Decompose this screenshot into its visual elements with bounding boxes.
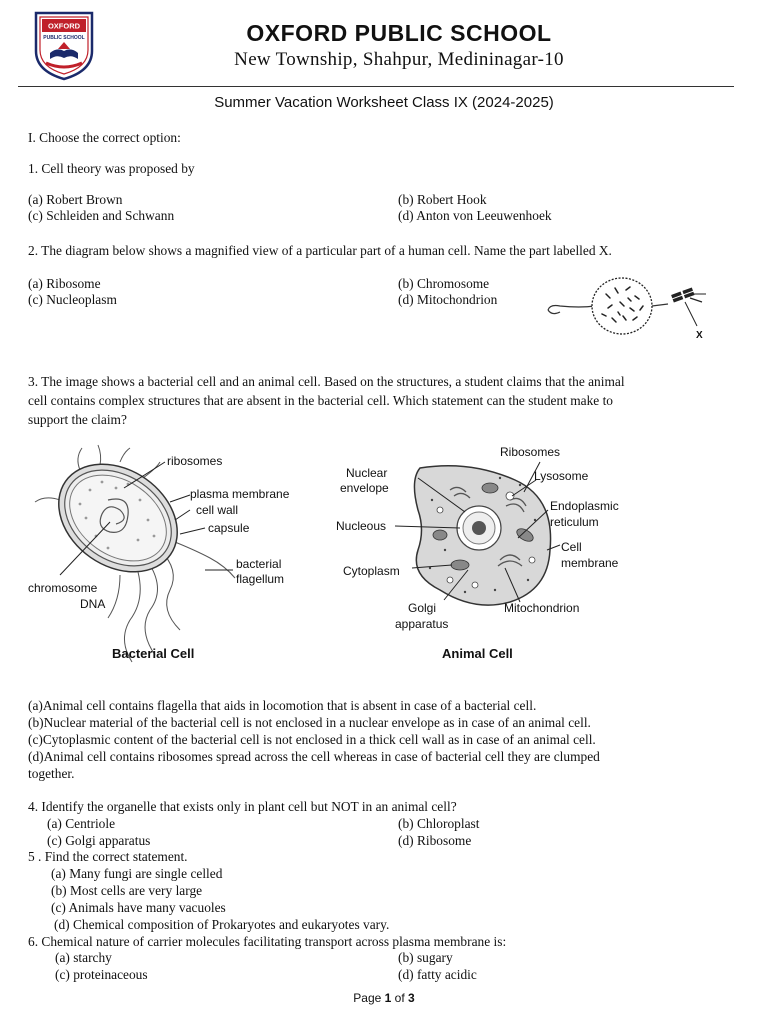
worksheet-title: Summer Vacation Worksheet Class IX (2024-2025) (214, 94, 554, 111)
q3-text-line3: support the claim? (28, 412, 127, 427)
nucleus-diagram (540, 270, 720, 342)
label-chromosome: chromosome (28, 581, 98, 595)
header-divider (18, 86, 734, 87)
q6-option-c: (c) proteinaceous (55, 967, 148, 982)
label-envelope: envelope (340, 481, 389, 495)
bacterial-cell-diagram (28, 442, 290, 662)
q2-option-c: (c) Nucleoplasm (28, 292, 117, 307)
logo-text-top: OXFORD (47, 21, 81, 31)
q4-option-c: (c) Golgi apparatus (47, 833, 151, 848)
q5-text: 5 . Find the correct statement. (28, 849, 188, 864)
q3-option-d-line2: together. (28, 766, 75, 781)
label-plasma-membrane: plasma membrane (190, 487, 290, 501)
q2-text: 2. The diagram below shows a magnified view of a particular part of a human cell. Name the part labelled X. (28, 243, 612, 258)
footer-page-total: 3 (408, 991, 415, 1005)
q3-option-c: (c)Cytoplasmic content of the bacterial cell is not enclosed in a thick cell wall as in case of an animal cell. (28, 732, 596, 747)
q5-option-b: (b) Most cells are very large (51, 883, 203, 898)
q5-option-a: (a) Many fungi are single celled (51, 866, 223, 881)
label-cytoplasm: Cytoplasm (343, 564, 400, 578)
q4-text: 4. Identify the organelle that exists only in plant cell but NOT in an animal cell? (28, 799, 457, 814)
school-address: New Township, Shahpur, Medininagar-10 (234, 49, 564, 70)
label-capsule: capsule (208, 521, 250, 535)
q2-option-d: (d) Mitochondrion (398, 292, 498, 307)
q6-text: 6. Chemical nature of carrier molecules facilitating transport across plasma membrane is: (28, 934, 507, 949)
q6-option-a: (a) starchy (55, 950, 112, 965)
label-reticulum: reticulum (550, 515, 599, 529)
section-heading: I. Choose the correct option: (28, 130, 181, 145)
q3-option-b: (b)Nuclear material of the bacterial cell is not enclosed in a nuclear envelope as in case of an animal cell. (28, 715, 591, 730)
label-ribosomes-bacterial: ribosomes (167, 454, 223, 468)
animal-cell-caption: Animal Cell (442, 646, 513, 661)
q1-text: 1. Cell theory was proposed by (28, 161, 195, 176)
bacterial-cell-caption: Bacterial Cell (112, 646, 195, 661)
q4-option-a: (a) Centriole (47, 816, 116, 831)
label-flagellum: flagellum (236, 572, 285, 586)
q2-option-b: (b) Chromosome (398, 276, 490, 291)
q1-option-c: (c) Schleiden and Schwann (28, 208, 175, 223)
q6-option-d: (d) fatty acidic (398, 967, 477, 982)
label-endoplasmic: Endoplasmic (550, 499, 619, 513)
cell-comparison-figure (20, 440, 630, 670)
footer-page-number: 1 (384, 991, 392, 1005)
q3-text-line1: 3. The image shows a bacterial cell and an animal cell. Based on the structures, a student claims that the animal (28, 374, 625, 389)
label-apparatus: apparatus (395, 617, 449, 631)
label-nucleous: Nucleous (336, 519, 387, 533)
label-lysosome: Lysosome (534, 469, 589, 483)
q1-option-a: (a) Robert Brown (28, 192, 123, 207)
logo-text-bottom: PUBLIC SCHOOL (43, 35, 85, 41)
label-x: X (696, 330, 703, 341)
school-name: OXFORD PUBLIC SCHOOL (246, 20, 552, 46)
q3-option-a: (a)Animal cell contains flagella that aids in locomotion that is absent in case of a bacterial cell. (28, 698, 537, 713)
q5-option-d: (d) Chemical composition of Prokaryotes and eukaryotes vary. (54, 917, 390, 932)
label-cell-wall: cell wall (196, 503, 239, 517)
label-mitochondrion: Mitochondrion (504, 601, 580, 615)
q6-option-b: (b) sugary (398, 950, 453, 965)
label-dna: DNA (80, 597, 106, 611)
label-bacterial: bacterial (236, 557, 282, 571)
label-nuclear: Nuclear (346, 466, 388, 480)
q3-text-line2: cell contains complex structures that are absent in the bacterial cell. Which statement can the student make to (28, 393, 614, 408)
q2-option-a: (a) Ribosome (28, 276, 101, 291)
page-footer (0, 991, 768, 1005)
q4-option-b: (b) Chloroplast (398, 816, 480, 831)
footer-of-word: of (394, 991, 405, 1005)
label-ribosomes-animal: Ribosomes (500, 445, 561, 459)
q1-option-d: (d) Anton von Leeuwenhoek (398, 208, 552, 223)
animal-cell-diagram (336, 445, 619, 661)
footer-page-word: Page (353, 991, 382, 1005)
q1-option-b: (b) Robert Hook (398, 192, 487, 207)
label-membrane: membrane (561, 556, 619, 570)
label-golgi: Golgi (408, 601, 437, 615)
q4-option-d: (d) Ribosome (398, 833, 472, 848)
q3-option-d-line1: (d)Animal cell contains ribosomes spread across the cell whereas in case of bacterial cell they are clumped (28, 749, 600, 764)
q5-option-c: (c) Animals have many vacuoles (51, 900, 226, 915)
label-cell: Cell (561, 540, 582, 554)
